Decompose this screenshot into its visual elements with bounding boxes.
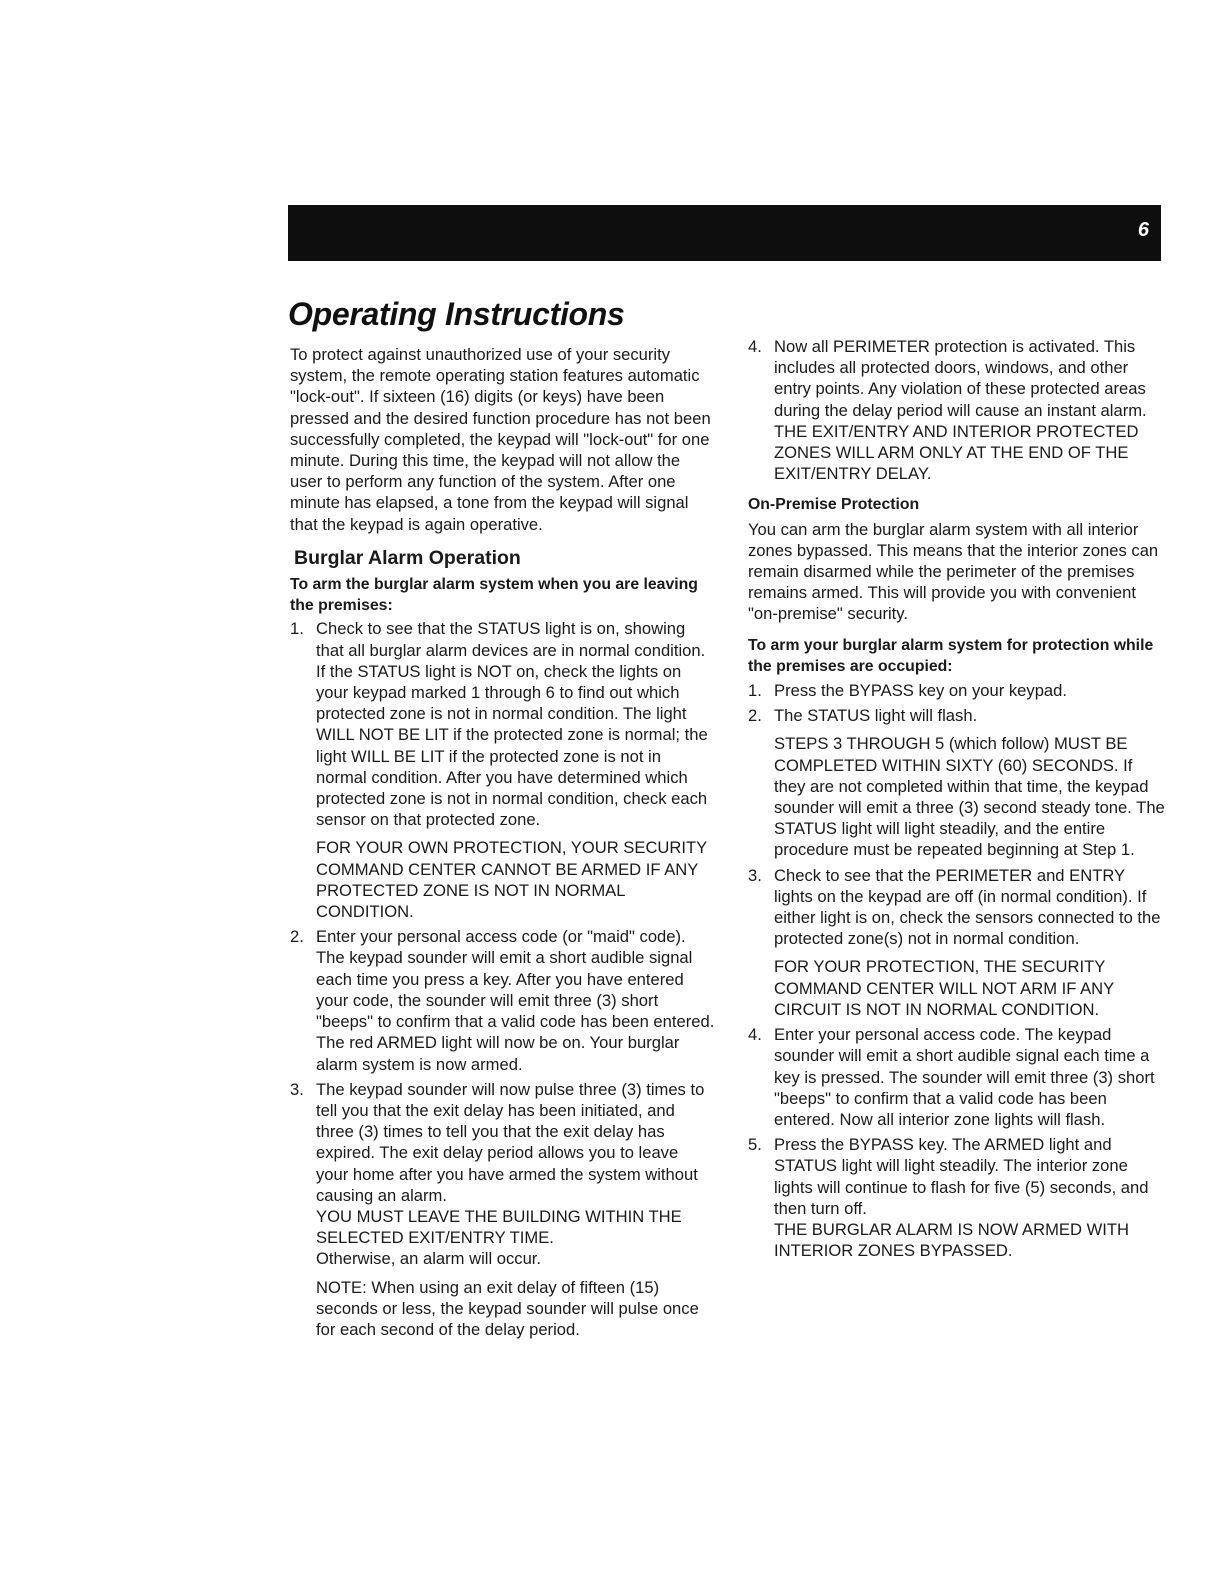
item-number: 5. [748, 1135, 762, 1155]
item-number: 2. [748, 706, 762, 726]
section-heading: Burglar Alarm Operation [294, 546, 521, 569]
warning-text: FOR YOUR OWN PROTECTION, YOUR SECURITY COMMAND CENTER CANNOT BE ARMED IF ANY PROTECTED ZONE IS NOT IN NORMAL CONDITION. [316, 838, 707, 922]
subheading-on-premise: On-Premise Protection [748, 496, 920, 514]
item-number: 4. [748, 337, 762, 356]
note-text: NOTE: When using an exit delay of fifteen (15) seconds or less, the keypad sounder will pulse once for each second of the delay period. [316, 1277, 699, 1339]
list-item [748, 865, 1168, 1020]
item-number: 3. [290, 1079, 304, 1099]
item-text: The STATUS light will flash. [774, 706, 978, 726]
list-item [748, 1024, 1168, 1130]
list-item [290, 1079, 715, 1340]
left-column [290, 344, 715, 1344]
item-number: 2. [290, 927, 304, 947]
item-text: Press the BYPASS key. The ARMED light and STATUS light will light steadily. The interior zone lights will continue to flash for five (5) seconds, and then turn off. [774, 1135, 1149, 1218]
item-text: Check to see that the STATUS light is on, showing that all burglar alarm devices are in normal condition. [316, 619, 706, 660]
warning-text: YOU MUST LEAVE THE BUILDING WITHIN THE SELECTED EXIT/ENTRY TIME. [316, 1206, 682, 1248]
item-text: Enter your personal access code (or "maid" code). The keypad sounder will emit a short audible signal each time you press a key. After you have entered your code, the sounder will emit three (3) short "beeps" to confirm that a valid code has been entered. The red ARMED light will now be on. Your burglar alarm system is now armed. [316, 927, 715, 1074]
item-number: 1. [748, 681, 762, 701]
list-item [290, 926, 715, 1074]
warning-text: FOR YOUR PROTECTION, THE SECURITY COMMAND CENTER WILL NOT ARM IF ANY CIRCUIT IS NOT IN NORMAL CONDITION. [774, 957, 1114, 1019]
subheading-leaving: To arm the burglar alarm system when you are leaving the premises: [290, 576, 698, 615]
item-number: 4. [748, 1025, 762, 1045]
item-text: Otherwise, an alarm will occur. [316, 1249, 542, 1269]
header-bar [288, 205, 1161, 261]
item-number: 1. [290, 619, 304, 639]
page-number: 6 [1137, 219, 1149, 241]
list-item [748, 680, 1168, 701]
warning-text: THE EXIT/ENTRY AND INTERIOR PROTECTED ZONES WILL ARM ONLY AT THE END OF THE EXIT/ENTRY DELAY. [774, 421, 1139, 484]
item-number: 3. [748, 865, 762, 885]
page-title: Operating Instructions [288, 296, 625, 332]
on-premise-paragraph: You can arm the burglar alarm system with all interior zones bypassed. This means that the interior zones can remain disarmed while the perimeter of the premises remains armed. This will provide you with convenient "on-premise" security. [748, 519, 1159, 624]
list-item [290, 618, 715, 922]
warning-text: THE BURGLAR ALARM IS NOW ARMED WITH INTERIOR ZONES BYPASSED. [774, 1219, 1129, 1261]
item-text: If the STATUS light is NOT on, check the lights on your keypad marked 1 through 6 to find out which protected zone is not in normal condition. The light WILL NOT BE LIT if the protected zone is normal; the light WILL BE LIT if the protected zone is not in normal condition. After you have determined which protected zone is not in normal condition, check each sensor on that protected zone. [316, 661, 708, 830]
warning-text: STEPS 3 THROUGH 5 (which follow) MUST BE COMPLETED WITHIN SIXTY (60) SECONDS. If they are not completed within that time, the keypad sounder will emit a three (3) second steady tone. The STATUS light will light steadily, and the entire procedure must be repeated beginning at Step 1. [774, 734, 1165, 860]
item-text: The keypad sounder will now pulse three (3) times to tell you that the exit delay has been initiated, and three (3) times to tell you that the exit delay has expired. The exit delay period allows you to leave your home after you have armed the system without causing an alarm. [316, 1079, 705, 1205]
item-text: Check to see that the PERIMETER and ENTRY lights on the keypad are off (in normal condition). If either light is on, check the sensors connected to the protected zone(s) not in normal condition. [774, 865, 1161, 949]
item-text: Now all PERIMETER protection is activated. This includes all protected doors, windows, and other entry points. Any violation of these protected areas during the delay period will cause an instant alarm. [774, 337, 1147, 420]
subheading-occupied: To arm your burglar alarm system for protection while the premises are occupied: [748, 636, 1154, 675]
list-item [748, 1134, 1168, 1261]
right-column [748, 336, 1168, 1265]
item-text: Press the BYPASS key on your keypad. [774, 681, 1067, 701]
intro-paragraph: To protect against unauthorized use of your security system, the remote operating station features automatic "lock-out". If sixteen (16) digits (or keys) have been pressed and the desired function procedure has not been successfully completed, the keypad will "lock-out" for one minute. During this time, the keypad will not allow the user to perform any function of the system. After one minute has elapsed, a tone from the keypad will signal that the keypad is again operative. [290, 345, 711, 534]
list-item [748, 336, 1168, 484]
list-item [748, 705, 1168, 860]
item-text: Enter your personal access code. The keypad sounder will emit a short audible signal each time a key is pressed. The sounder will emit three (3) short "beeps" to confirm that a valid code has been entered. Now all interior zone lights will flash. [774, 1025, 1155, 1129]
